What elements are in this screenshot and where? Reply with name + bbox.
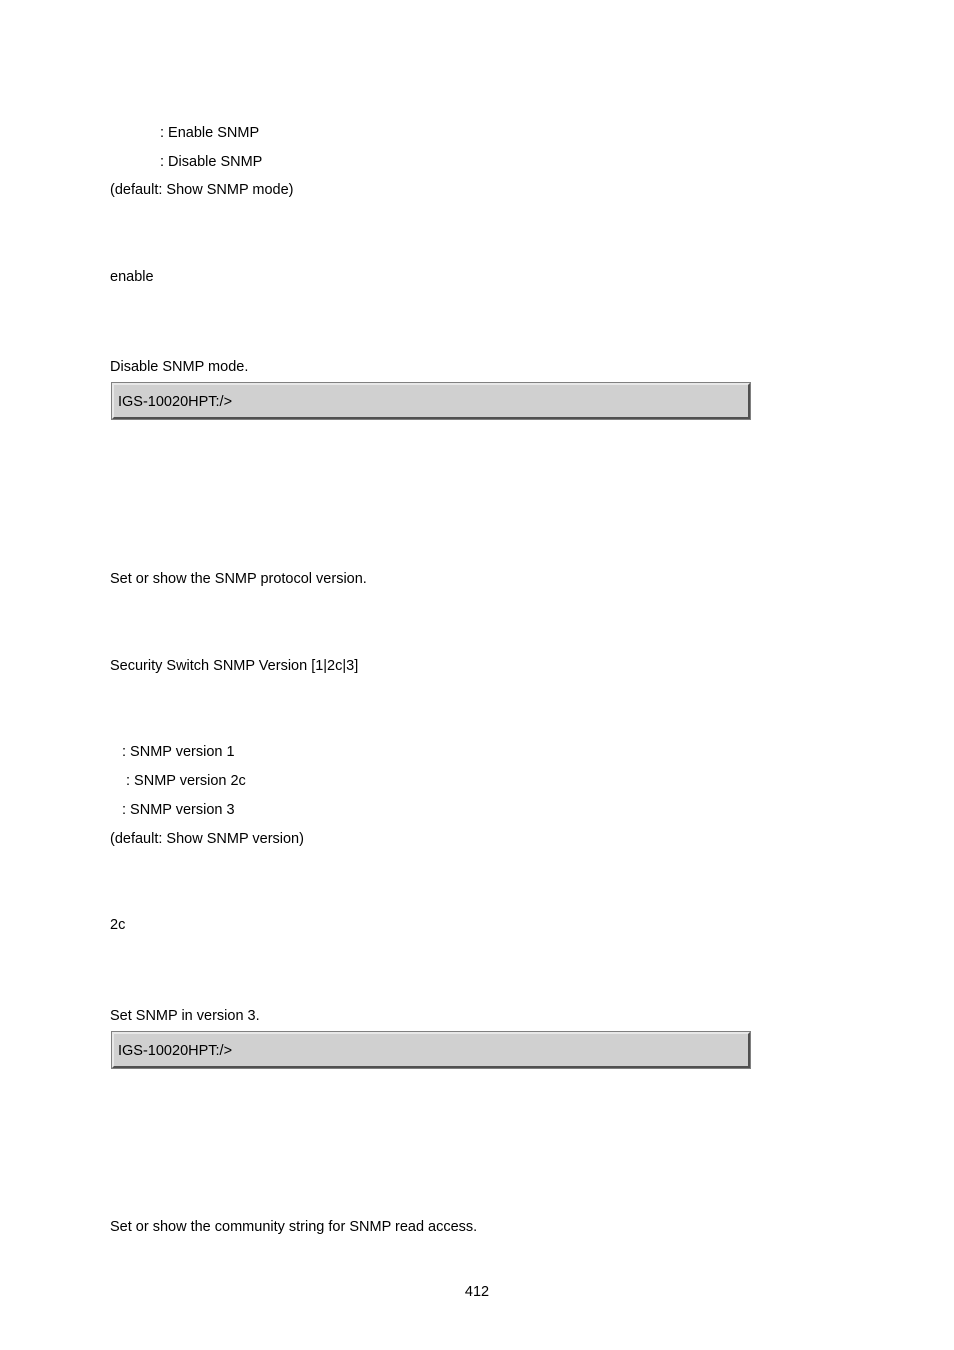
version-example-command-box bbox=[112, 1032, 750, 1068]
param-enable-desc: : Enable SNMP bbox=[160, 125, 260, 141]
command-prompt: IGS-10020HPT:/> bbox=[118, 394, 233, 410]
version-description: Set or show the SNMP protocol version. bbox=[110, 571, 367, 587]
read-community-description: Set or show the community string for SNMP read access. bbox=[110, 1219, 478, 1235]
param-v2c-desc: : SNMP version 2c bbox=[126, 773, 246, 789]
default-value: enable bbox=[110, 269, 154, 285]
page-number: 412 bbox=[464, 1284, 490, 1300]
version-default-desc: (default: Show SNMP version) bbox=[110, 831, 304, 847]
example-command-box bbox=[112, 383, 750, 419]
param-disable-desc: : Disable SNMP bbox=[160, 154, 263, 170]
example-description: Disable SNMP mode. bbox=[110, 359, 249, 375]
version-example-description: Set SNMP in version 3. bbox=[110, 1008, 260, 1024]
param-default-desc: (default: Show SNMP mode) bbox=[110, 182, 294, 198]
param-v3-desc: : SNMP version 3 bbox=[122, 802, 235, 818]
version-syntax: Security Switch SNMP Version [1|2c|3] bbox=[110, 658, 359, 674]
param-v1-desc: : SNMP version 1 bbox=[122, 744, 235, 760]
command-prompt: IGS-10020HPT:/> bbox=[118, 1043, 233, 1059]
version-default-value: 2c bbox=[110, 917, 126, 933]
